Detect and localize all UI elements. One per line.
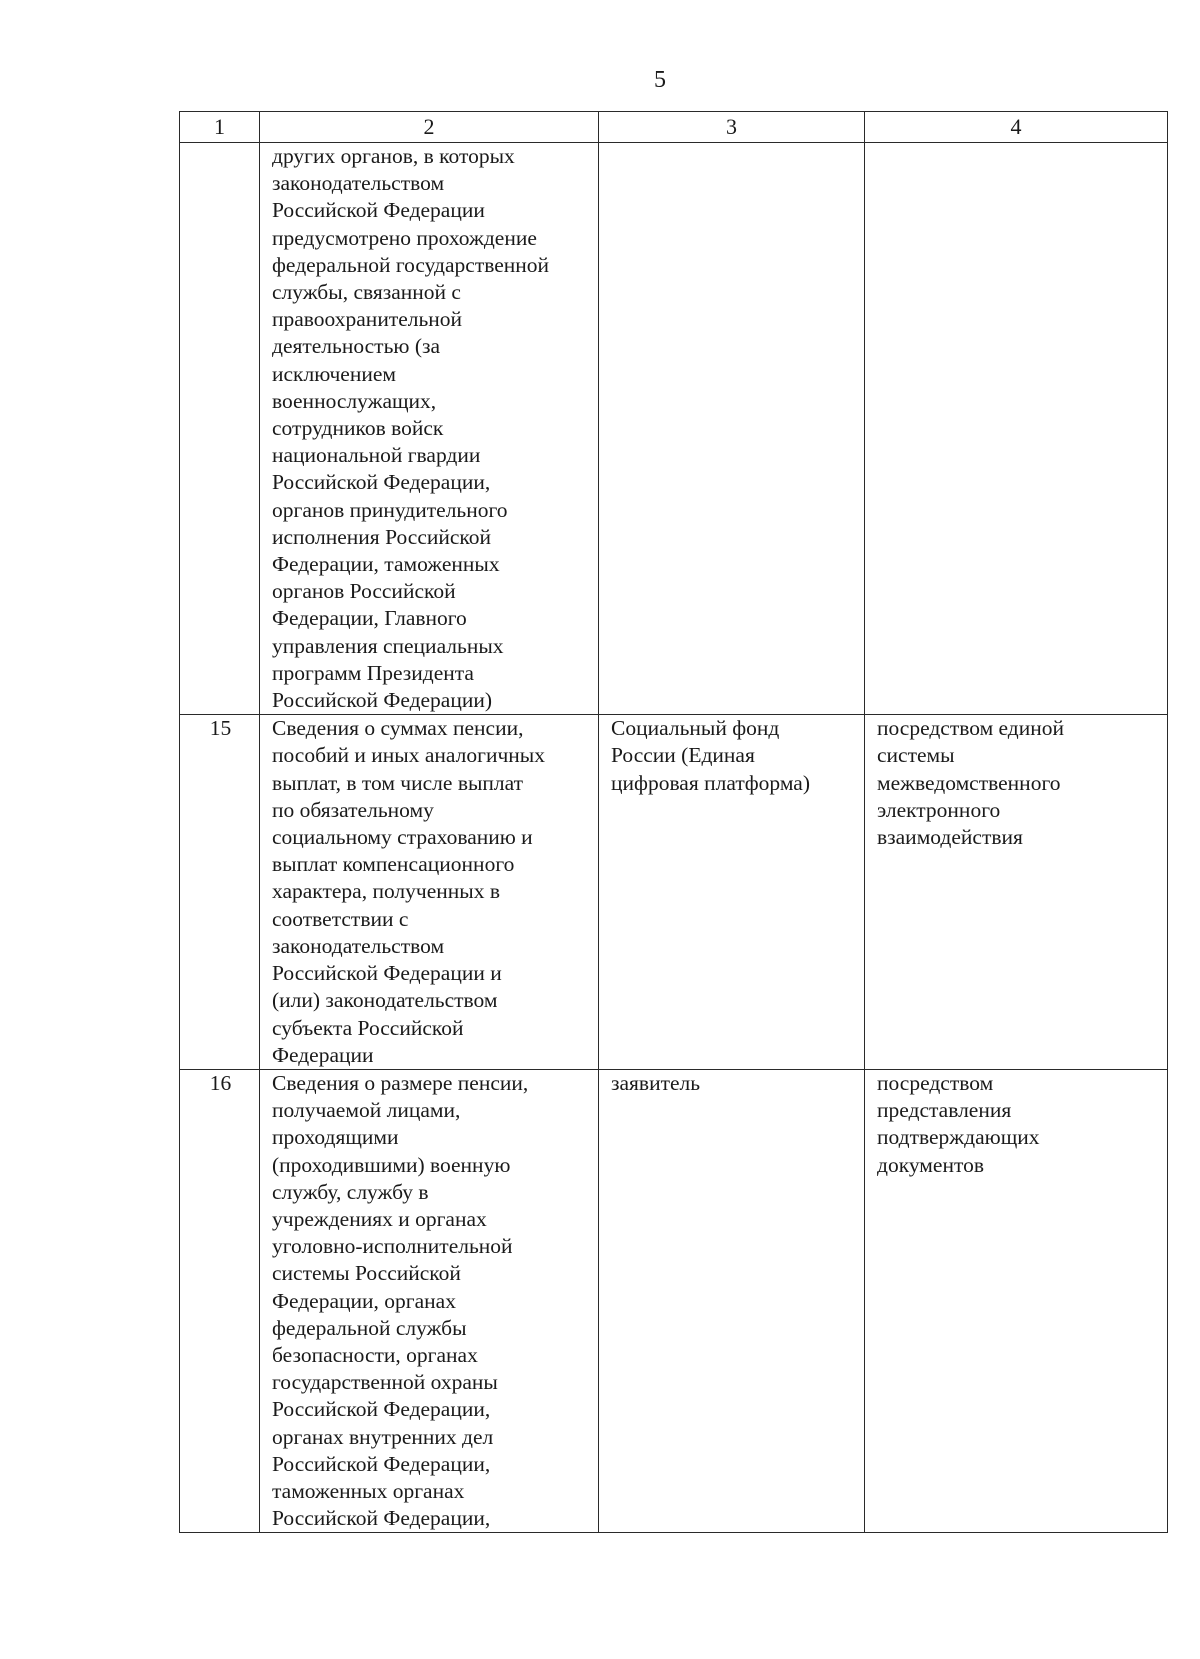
text-line: Российской Федерации и <box>272 961 502 986</box>
text-line: учреждениях и органах <box>272 1206 487 1231</box>
text-line: органов Российской <box>272 579 456 604</box>
text-line: пособий и иных аналогичных <box>272 743 545 768</box>
text-line: органах внутренних дел <box>272 1424 494 1449</box>
text-line: взаимодействия <box>877 825 1023 850</box>
text-line: Российской Федерации, <box>272 470 491 495</box>
text-line: получаемой лицами, <box>272 1098 461 1123</box>
text-line: Российской Федерации, <box>272 1506 491 1531</box>
text-line: службы, связанной с <box>272 280 461 305</box>
text-line: сотрудников войск <box>272 416 444 441</box>
text-line: цифровая платформа) <box>611 770 811 795</box>
page-number: 5 <box>654 67 666 93</box>
row-number <box>180 143 260 715</box>
text-line: других органов, в которых <box>272 144 515 168</box>
text-line: военнослужащих, <box>272 388 437 413</box>
row-number: 15 <box>180 715 260 1070</box>
text-line: службу, службу в <box>272 1179 429 1204</box>
header-col-1: 1 <box>180 112 260 143</box>
text-line: Сведения о суммах пенсии, <box>272 716 524 741</box>
text-line: социальному страхованию и <box>272 825 533 850</box>
text-line: субъекта Российской <box>272 1015 464 1040</box>
text-line: Российской Федерации, <box>272 1451 491 1476</box>
text-line: уголовно-исполнительной <box>272 1234 513 1259</box>
text-line: Российской Федерации) <box>272 688 493 713</box>
text-line: Федерации, органах <box>272 1288 456 1313</box>
text-line: Российской Федерации, <box>272 1397 491 1422</box>
text-line: выплат, в том числе выплат <box>272 770 524 795</box>
table-body <box>180 143 1168 1533</box>
header-col-2: 2 <box>260 112 599 143</box>
text-line: документов <box>877 1152 984 1177</box>
text-line: характера, полученных в <box>272 879 500 904</box>
info-source <box>599 715 865 1070</box>
text-line: правоохранительной <box>272 307 463 332</box>
text-line: исполнения Российской <box>272 524 492 549</box>
header-row <box>180 112 1168 143</box>
text-line: России (Единая <box>611 743 755 768</box>
text-line: Социальный фонд <box>611 716 780 741</box>
text-line: Российской Федерации <box>272 198 485 223</box>
table-row <box>180 143 1168 715</box>
text-line: (проходившими) военную <box>272 1152 511 1177</box>
text-line: безопасности, органах <box>272 1342 478 1367</box>
text-line: представления <box>877 1098 1012 1123</box>
header-col-4: 4 <box>865 112 1168 143</box>
text-line: таможенных органах <box>272 1478 465 1503</box>
text-line: законодательством <box>272 171 445 196</box>
info-description <box>260 715 599 1070</box>
text-line: межведомственного <box>877 770 1061 795</box>
row-number: 16 <box>180 1069 260 1532</box>
text-line: государственной охраны <box>272 1370 498 1395</box>
text-line: Сведения о размере пенсии, <box>272 1070 529 1095</box>
text-line: федеральной службы <box>272 1315 467 1340</box>
text-line: национальной гвардии <box>272 443 481 468</box>
table-row <box>180 715 1168 1070</box>
info-method <box>865 143 1168 715</box>
text-line: предусмотрено прохождение <box>272 225 537 250</box>
text-line: посредством <box>877 1070 994 1095</box>
text-line: Федерации, таможенных <box>272 552 500 577</box>
text-line: выплат компенсационного <box>272 852 515 877</box>
info-method <box>865 1069 1168 1532</box>
info-description <box>260 1069 599 1532</box>
document-table <box>179 111 1168 1533</box>
table-row <box>180 1069 1168 1532</box>
text-line: Федерации <box>272 1042 374 1067</box>
header-col-3: 3 <box>599 112 865 143</box>
text-line: программ Президента <box>272 660 474 685</box>
text-line: (или) законодательством <box>272 988 498 1013</box>
text-line: исключением <box>272 361 396 386</box>
text-line: системы Российской <box>272 1261 461 1286</box>
info-method <box>865 715 1168 1070</box>
text-line: федеральной государственной <box>272 252 550 277</box>
text-line: управления специальных <box>272 633 504 658</box>
text-line: проходящими <box>272 1125 399 1150</box>
text-line: подтверждающих <box>877 1125 1040 1150</box>
text-line: органов принудительного <box>272 497 508 522</box>
text-line: системы <box>877 743 955 768</box>
text-line: законодательством <box>272 933 445 958</box>
text-line: по обязательному <box>272 797 434 822</box>
text-line: посредством единой <box>877 716 1065 741</box>
info-description <box>260 143 599 715</box>
info-source <box>599 1069 865 1532</box>
text-line: электронного <box>877 797 1001 822</box>
text-line: заявитель <box>611 1070 701 1095</box>
table-header <box>180 112 1168 143</box>
text-line: Федерации, Главного <box>272 606 467 631</box>
text-line: деятельностью (за <box>272 334 441 359</box>
info-source <box>599 143 865 715</box>
text-line: соответствии с <box>272 906 409 931</box>
